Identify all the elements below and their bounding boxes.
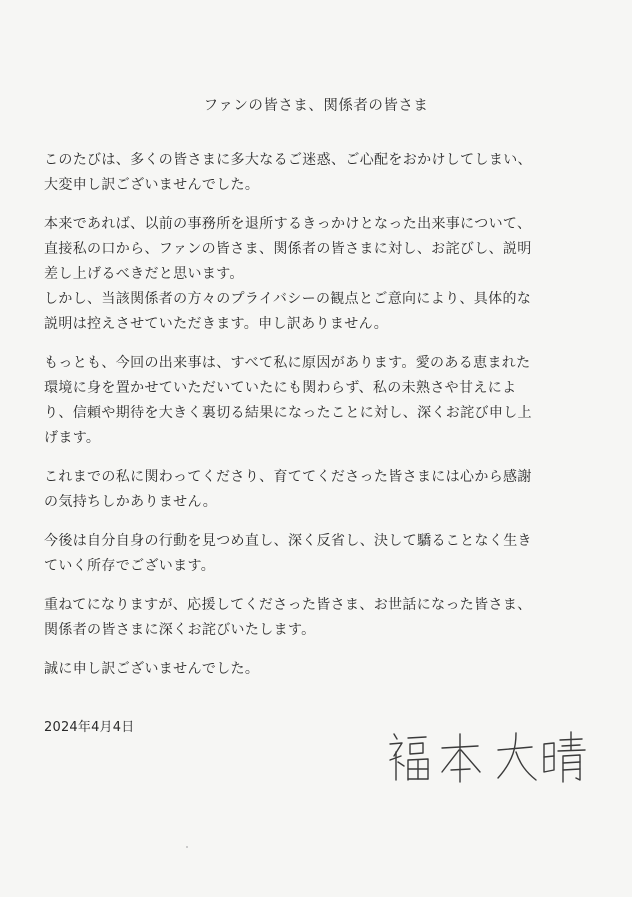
paper-speck bbox=[186, 846, 188, 848]
signature-glyph-fuku bbox=[390, 734, 428, 780]
text-line: 重ねてになりますが、応援してくださった皆さま、お世話になった皆さま、 bbox=[44, 597, 532, 613]
letter-title: ファンの皆さま、関係者の皆さま bbox=[203, 98, 429, 114]
text-line: 説明は控えさせていただきます。申し訳ありません。 bbox=[44, 316, 389, 332]
paragraph-7 bbox=[44, 657, 604, 682]
text-line: 関係者の皆さまに深くお詫びいたします。 bbox=[44, 622, 316, 638]
text-line: り、信頼や期待を大きく裏切る結果になったことに対し、深くお詫び申し上 bbox=[44, 405, 532, 421]
text-line: 差し上げるべきだと思います。 bbox=[44, 266, 244, 282]
text-line: の気持ちしかありません。 bbox=[44, 494, 218, 510]
text-line: げます。 bbox=[44, 430, 101, 446]
text-line: 大変申し訳ございませんでした。 bbox=[44, 177, 260, 193]
signature-glyph-moto bbox=[442, 734, 480, 782]
paragraph-1 bbox=[44, 148, 604, 198]
paragraph-4 bbox=[44, 465, 604, 515]
text-line: 本来であれば、以前の事務所を退所するきっかけとなった出来事について、 bbox=[44, 216, 532, 232]
letter-date: 2024年4月4日 bbox=[44, 720, 135, 735]
text-line: 誠に申し訳ございませんでした。 bbox=[44, 661, 260, 677]
text-line: これまでの私に関わってくださり、育ててくださった皆さまには心から感謝 bbox=[44, 469, 532, 485]
text-line: 環境に身を置かせていただいていたにも関わらず、私の未熟さや甘えによ bbox=[44, 380, 517, 396]
text-line: しかし、当該関係者の方々のプライバシーの観点とご意向により、具体的な bbox=[44, 291, 532, 307]
letter-body bbox=[44, 148, 604, 696]
signature-glyph-dai bbox=[498, 733, 536, 780]
handwritten-signature bbox=[360, 726, 600, 786]
paragraph-5 bbox=[44, 529, 604, 579]
paragraph-3 bbox=[44, 351, 604, 451]
signature-glyph-hare bbox=[544, 732, 585, 782]
text-line: ていく所存でございます。 bbox=[44, 558, 216, 574]
text-line: もっとも、今回の出来事は、すべて私に原因があります。愛のある恵まれた bbox=[44, 355, 531, 371]
paragraph-6 bbox=[44, 593, 604, 643]
text-line: このたびは、多くの皆さまに多大なるご迷惑、ご心配をおかけしてしまい、 bbox=[44, 152, 532, 168]
text-line: 直接私の口から、ファンの皆さま、関係者の皆さまに対し、お詫びし、説明 bbox=[44, 241, 532, 257]
text-line: 今後は自分自身の行動を見つめ直し、深く反省し、決して驕ることなく生き bbox=[44, 533, 532, 549]
paragraph-2 bbox=[44, 212, 604, 337]
